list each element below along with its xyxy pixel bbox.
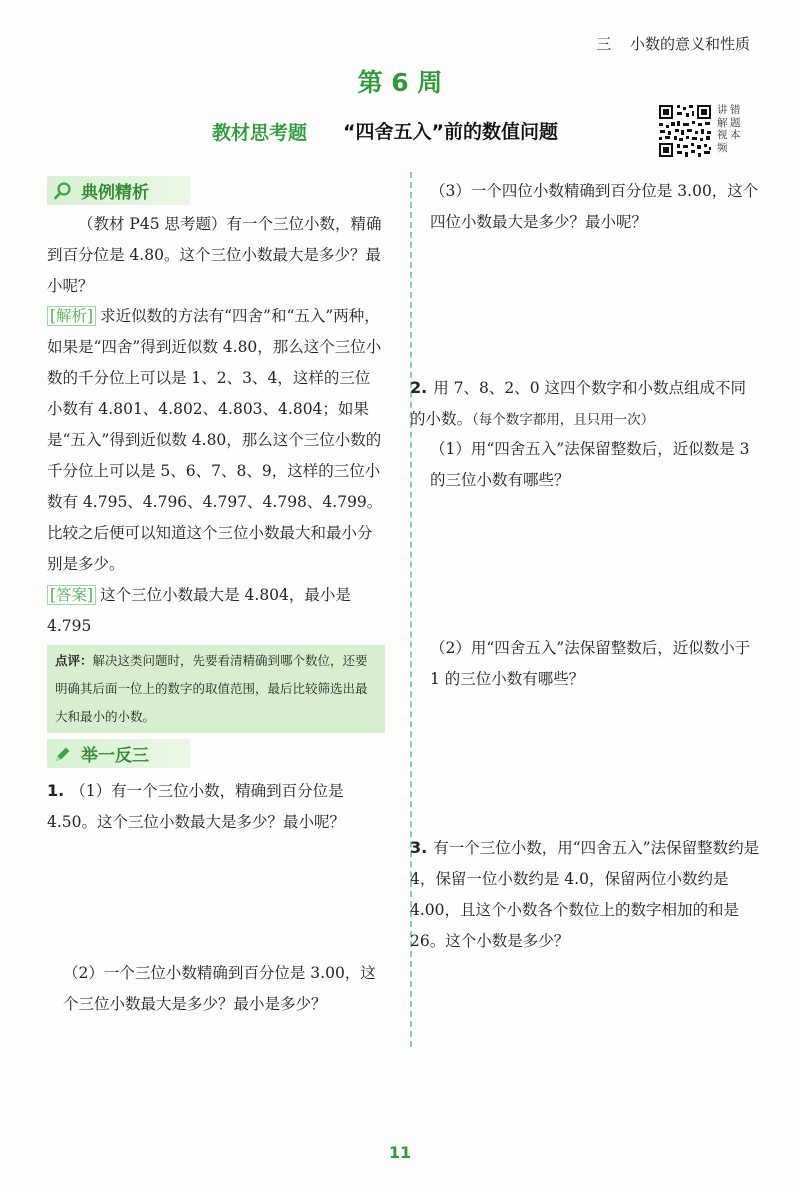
magnifier-icon	[53, 181, 73, 201]
practice-section-header	[47, 739, 190, 768]
question-1-part-3: （3）一个四位小数精确到百分位是 3.00，这个四位小数最大是多少？最小呢？	[430, 182, 759, 231]
question-2-note: （每个数字都用，且只用一次）	[472, 412, 655, 428]
question-1-part-1	[47, 775, 387, 838]
example-section-header	[47, 176, 190, 205]
question-3-number: 3.	[410, 838, 428, 857]
chapter-title: 小数的意义和性质	[629, 35, 750, 53]
topic-title: “四舍五入”前的数值问题	[343, 121, 558, 143]
tip-box	[47, 645, 385, 733]
answer-text: 这个三位小数最大是 4.804，最小是 4.795	[47, 586, 351, 635]
qr-label-video: 讲解视频	[717, 104, 728, 154]
example-section-label: 典例精析	[81, 183, 149, 203]
question-2-text: 用 7、8、2、0 这四个数字和小数点组成不同的小数。	[410, 379, 747, 428]
question-1-number: 1.	[47, 781, 65, 800]
tip-label: 点评：	[55, 653, 93, 668]
example-answer	[47, 580, 385, 642]
example-analysis	[47, 301, 385, 580]
question-3	[410, 832, 760, 957]
pencil-icon	[53, 744, 73, 764]
chapter-number: 三	[596, 35, 612, 53]
qr-label-errors: 错题本	[730, 104, 741, 141]
question-2-number: 2.	[410, 378, 428, 397]
question-2-part-1: （1）用“四舍五入”法保留整数后，近似数是 3 的三位小数有哪些？	[430, 440, 750, 489]
analysis-tag: [解析]	[47, 306, 96, 326]
tip-text: 解决这类问题时，先要看清精确到哪个数位，还要明确其后面一位上的数字的取值范围，最后比较筛选出最大和最小的小数。	[55, 653, 368, 724]
week-title: 第 6 周	[357, 68, 443, 97]
question-2-part-2: （2）用“四舍五入”法保留整数后，近似数小于 1 的三位小数有哪些？	[430, 639, 751, 688]
question-2	[410, 372, 760, 436]
question-1-part-2: （2）一个三位小数精确到百分位是 3.00，这个三位小数最大是多少？最小是多少？	[63, 964, 376, 1013]
analysis-text: 求近似数的方法有“四舍”和“五入”两种，如果是“四舍”得到近似数 4.80，那么这个三位小数的千分位上可以是 1、2、3、4，这样的三位小数有 4.801、4.802、4.803、4.804；如果是“五入”得到近似数 4.80，那么这个三位小数的千分位上可以是 5、6、7、8、9，这样的三位小数有 4.795、4.796、4.797、4.798、4.799。比较之后便可以知道这个三位小数最大和最小分别是多少。	[47, 307, 383, 573]
topic-category: 教材思考题	[212, 122, 308, 144]
example-problem: （教材 P45 思考题）有一个三位小数，精确到百分位是 4.80。这个三位小数最大是多少？最小呢？	[47, 215, 382, 295]
qr-label	[717, 104, 741, 154]
chapter-header	[596, 33, 750, 54]
practice-section-label: 举一反三	[81, 746, 149, 766]
question-1-part-1-text: （1）有一个三位小数，精确到百分位是 4.50。这个三位小数最大是多少？最小呢？	[47, 782, 346, 831]
page-number: 11	[388, 1143, 412, 1162]
question-3-text: 有一个三位小数，用“四舍五入”法保留整数约是 4，保留一位小数约是 4.0，保留两位小数约是 4.00，且这个小数各个数位上的数字相加的和是 26。这个小数是多少？	[410, 839, 760, 950]
qr-code-icon[interactable]	[657, 103, 713, 159]
answer-tag: [答案]	[47, 585, 96, 605]
